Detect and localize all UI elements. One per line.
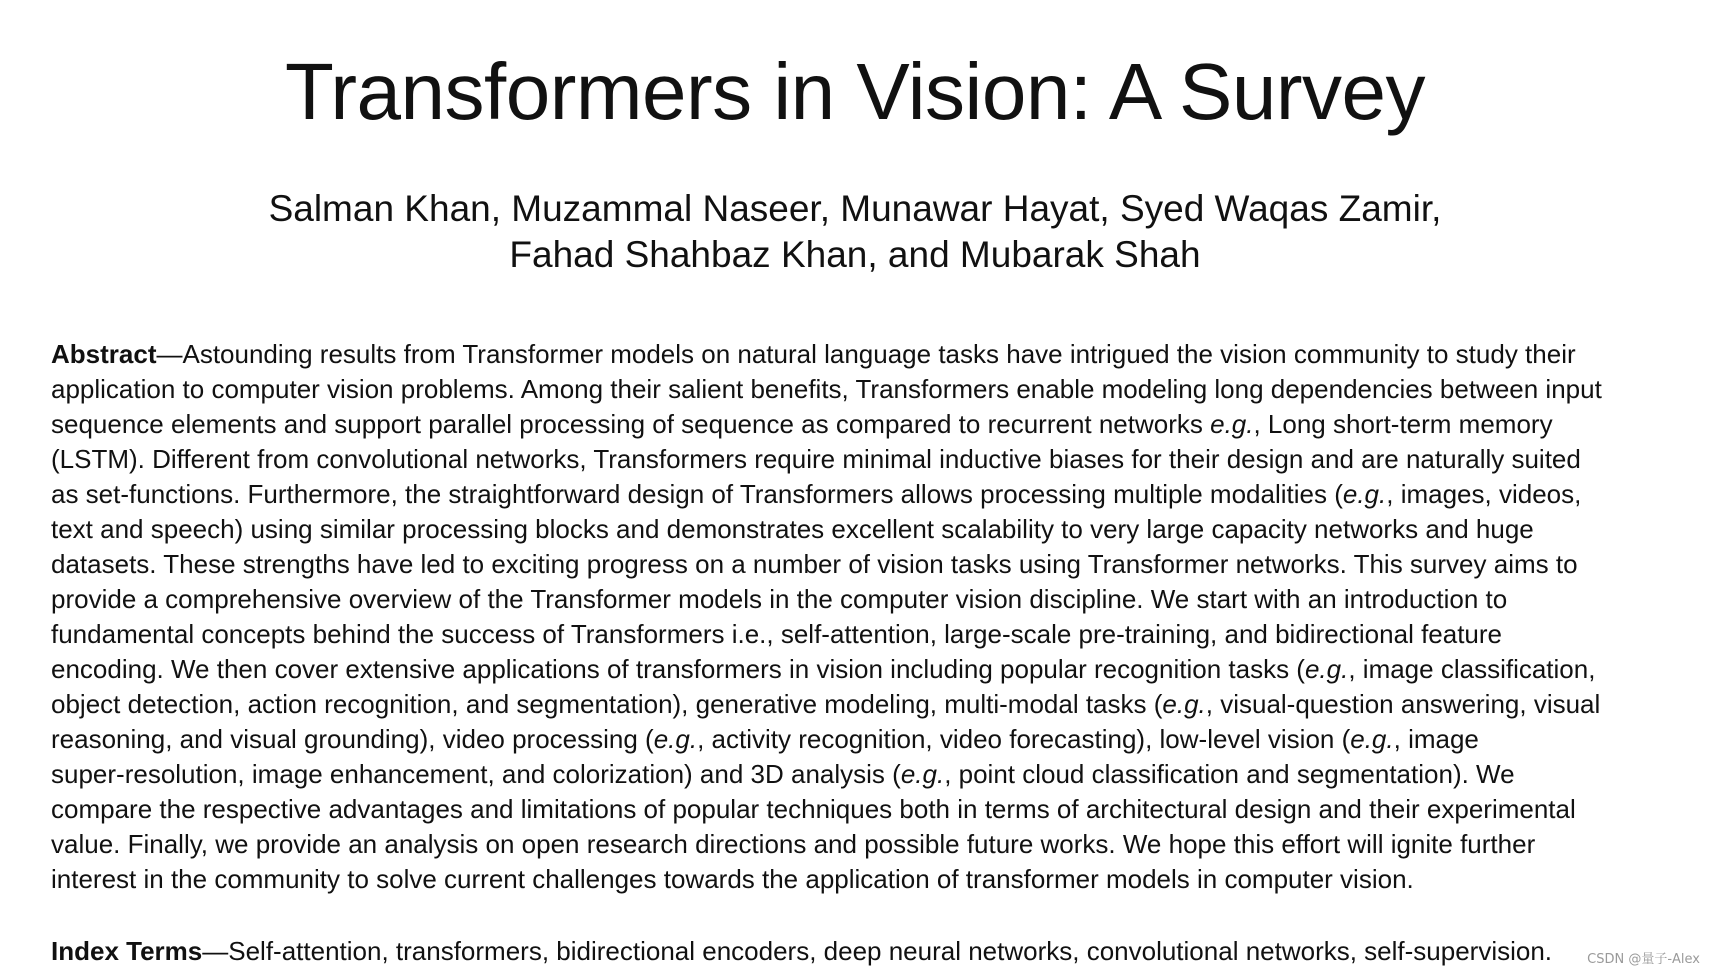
abstract-line: provide a comprehensive overview of the Transformer models in the computer vision discipline. We start with an introduction to <box>51 584 1508 614</box>
abstract-line: sequence elements and support parallel processing of sequence as compared to recurrent networks e.g., Long short-term memory <box>51 409 1553 439</box>
abstract-line: application to computer vision problems. Among their salient benefits, Transformers enable modeling long dependencies between input <box>51 374 1602 404</box>
abstract-line: datasets. These strengths have led to exciting progress on a number of vision tasks using Transformer networks. This survey aims to <box>51 549 1578 579</box>
abstract-line: Abstract—Astounding results from Transformer models on natural language tasks have intrigued the vision community to study their <box>51 339 1576 369</box>
abstract-line: text and speech) using similar processing blocks and demonstrates excellent scalability to very large capacity networks and huge <box>51 514 1534 544</box>
author-list <box>0 186 1710 278</box>
abstract-line: compare the respective advantages and limitations of popular techniques both in terms of architectural design and their experimental <box>51 794 1576 824</box>
abstract-line: encoding. We then cover extensive applications of transformers in vision including popular recognition tasks (e.g., image classification, <box>51 654 1596 684</box>
abstract-line: (LSTM). Different from convolutional networks, Transformers require minimal inductive biases for their design and are naturally suited <box>51 444 1581 474</box>
abstract-line: object detection, action recognition, and segmentation), generative modeling, multi-modal tasks (e.g., visual-question answering, visual <box>51 689 1601 719</box>
abstract-line: fundamental concepts behind the success of Transformers i.e., self-attention, large-scale pre-training, and bidirectional feature <box>51 619 1503 649</box>
paper-title: Transformers in Vision: A Survey <box>284 47 1425 136</box>
abstract <box>51 337 1671 897</box>
abstract-heading: Abstract <box>51 339 157 369</box>
watermark: CSDN @量子-Alex <box>1587 952 1700 967</box>
index-terms-heading: Index Terms <box>51 936 203 966</box>
abstract-line: interest in the community to solve current challenges towards the application of transformer models in computer vision. <box>51 864 1414 894</box>
abstract-line: as set-functions. Furthermore, the straightforward design of Transformers allows processing multiple modalities (e.g., images, videos, <box>51 479 1582 509</box>
abstract-line: super-resolution, image enhancement, and colorization) and 3D analysis (e.g., point cloud classification and segmentation). We <box>51 759 1515 789</box>
index-terms-text: —Self-attention, transformers, bidirectional encoders, deep neural networks, convolutional networks, self-supervision. <box>202 936 1553 966</box>
authors-line-1: Salman Khan, Muzammal Naseer, Munawar Hayat, Syed Waqas Zamir, <box>268 188 1442 229</box>
authors-line-2: Fahad Shahbaz Khan, and Mubarak Shah <box>509 234 1201 275</box>
abstract-line: value. Finally, we provide an analysis on open research directions and possible future works. We hope this effort will ignite further <box>51 829 1536 859</box>
abstract-line: reasoning, and visual grounding), video processing (e.g., activity recognition, video forecasting), low-level vision (e.g., image <box>51 724 1479 754</box>
index-terms <box>51 934 1671 969</box>
